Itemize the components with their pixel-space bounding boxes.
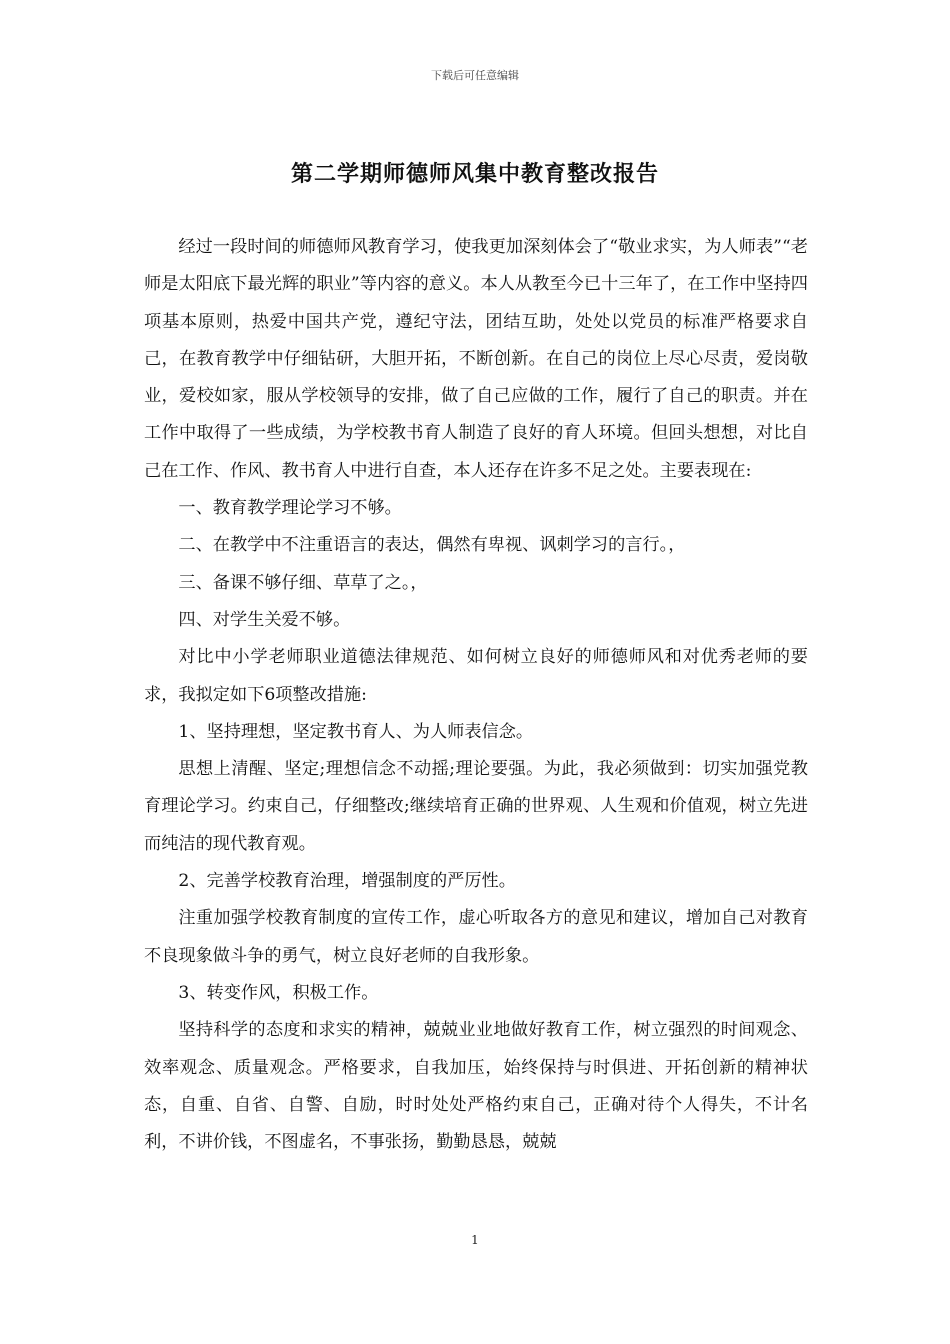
paragraph-measure-2-body: 注重加强学校教育制度的宣传工作，虚心听取各方的意见和建议，增加自己对教育不良现象做斗争的勇气，树立良好老师的自我形象。 [144, 908, 808, 966]
document-body [144, 229, 808, 1161]
document-title: 第二学期师德师风集中教育整改报告 [290, 161, 659, 187]
paragraph-issue-1: 一、教育教学理论学习不够。 [178, 498, 402, 519]
paragraph-measure-3-heading: 3、转变作风，积极工作。 [178, 982, 379, 1003]
paragraph-intro: 经过一段时间的师德师风教育学习，使我更加深刻体会了“敬业求实，为人师表”“老师是太阳底下最光辉的职业”等内容的意义。本人从教至今已十三年了，在工作中坚持四项基本原则，热爱中国共产党，遵纪守法，团结互助，处处以党员的标准严格要求自己，在教育教学中仔细钻研，大胆开拓，不断创新。在自己的岗位上尽心尽责，爱岗敬业，爱校如家，服从学校领导的安排，做了自己应做的工作，履行了自己的职责。并在工作中取得了一些成绩，为学校教书育人制造了良好的育人环境。但回头想想，对比自己在工作、作风、教书育人中进行自查，本人还存在许多不足之处。主要表现在: [144, 237, 808, 481]
paragraph-issue-2: 二、在教学中不注重语言的表达，偶然有卑视、讽刺学习的言行。， [178, 535, 686, 556]
paragraph-measure-3-body: 坚持科学的态度和求实的精神，兢兢业业地做好教育工作，树立强烈的时间观念、效率观念、质量观念。严格要求，自我加压，始终保持与时俱进、开拓创新的精神状态，自重、自省、自警、自励，时时处处严格约束自己，正确对待个人得失，不计名利，不讲价钱，不图虚名，不事张扬，勤勤恳恳，兢兢 [144, 1020, 808, 1153]
paragraph-measure-2-heading: 2、完善学校教育治理，增强制度的严厉性。 [178, 871, 516, 892]
paragraph-issue-4: 四、对学生关爱不够。 [178, 609, 351, 630]
paragraph-measure-1-body: 思想上清醒、坚定;理想信念不动摇;理论要强。为此，我必须做到：切实加强党教育理论学习。约束自己，仔细整改;继续培育正确的世界观、人生观和价值观，树立先进而纯洁的现代教育观。 [144, 759, 808, 854]
header-note: 下载后可任意编辑 [431, 69, 519, 82]
paragraph-measures-intro: 对比中小学老师职业道德法律规范、如何树立良好的师德师风和对优秀老师的要求，我拟定如下6项整改措施: [144, 647, 808, 705]
paragraph-measure-1-heading: 1、坚持理想，坚定教书育人、为人师表信念。 [178, 721, 534, 742]
page-number: 1 [471, 1233, 479, 1247]
paragraph-issue-3: 三、备课不够仔细、草草了之。， [178, 572, 428, 593]
